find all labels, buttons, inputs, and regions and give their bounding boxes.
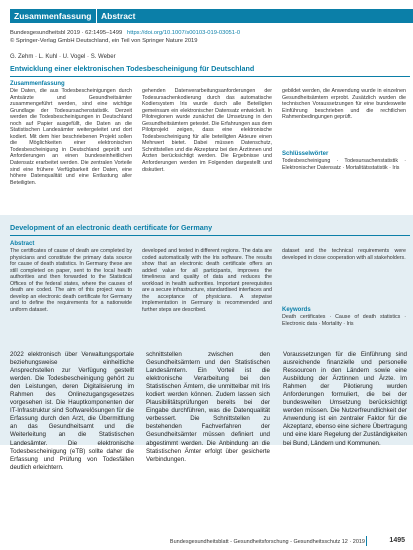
body-col-3: Voraussetzungen für die Einführung sind ausreichende finanzielle und personelle Ressourcen in den Ländern sowie eine Ausbildung der Ärztinnen und Ärzte. Im Rahmen der Pilotierung wurden Anforderungen formuliert, die bei der bundesweiten Umsetzung berücksichtigt werden müssen. Die Nutzerfreundlichkeit der Anwendung ist ein zentraler Faktor für die Akzeptanz, ebenso eine sichere Übertragung und eine klare Regelung der Zuständigkeiten bei Bund, Ländern und Kommunen. [283, 351, 407, 447]
abstract-heading: Abstract [10, 241, 35, 247]
tab-abstract: Abstract [97, 9, 413, 23]
schluesselwoerter-list: Todesbescheinigung · Todesursachenstatistik · Elektronischer Datensatz · Mortalitätsstatistik · Iris [282, 158, 406, 171]
title-divider [10, 76, 410, 77]
header-tabs [0, 9, 413, 23]
body-col-2: schnittstellen zwischen den Gesundheitsämtern und den Statistischen Landesämtern. Ein Vorteil ist die elektronische Verarbeitung bei den Statistischen Ämtern, die unmittelbar mit Iris kodiert werden können. Zudem lassen sich Plausibilitätsprüfungen bereits bei der Eingabe durchführen, was die Datenqualität verbessert. Die Schnittstellen zu bestehenden Fachverfahren der Gesundheitsämter müssen definiert und abgestimmt werden. Die Anbindung an die Statistischen Ämter erfolgt über gesicherte Verbindungen. [146, 351, 270, 463]
abstract-col-1: The certificates of cause of death are completed by physicians and constitute the primary data source for cause of death statistics. In Germany these are still completed on paper, sent to the local health authorities and then forwarded to the Statistical Offices of the federal states, where the causes of death are coded. The aim of this project was to develop an electronic death certificate for Germany and to define the requirements for a nationwide uniform dataset. [10, 248, 132, 313]
body-col-1: 2022 elektronisch über Verwaltungsportale beziehungsweise einheitliche Ansprechstellen zur Verfügung gestellt werden. Die Todesbescheinigung gehört zu den Leistungen, deren Digitalisierung im Rahmen des Onlinezugangsgesetzes vorgesehen ist. Die Hauptkomponenten der IT-Infrastruktur sind Softwarelösungen für die Erfassung durch den Arzt, die Übermittlung an das Gesundheitsamt und die Weiterleitung an die Statistischen Landesämter. Die elektronische Todesbescheinigung (eTB) sollte daher die Erfassung und Prüfung von Todesfällen deutlich erleichtern. [10, 351, 134, 471]
keywords-list: Death certificates · Cause of death statistics · Electronic data · Mortality · Iris [282, 314, 406, 327]
footer-divider [366, 536, 367, 546]
zusammenfassung-col-1: Die Daten, die aus Todesbescheinigungen durch Amtsärzte und Gesundheitsämter zusammengeführt werden, sind eine wichtige Grundlage der Todesursachenstatistik. Derzeit werden die Todesbescheinigungen in Deutschland noch auf Papier ausgefüllt, die Daten an die Statistischen Landesämter weitergeleitet und dort kodiert. Mit dem hier beschriebenen Projekt sollen die Möglichkeiten einer elektronischen Todesbescheinigung in Deutschland geprüft und Anforderungen an einen bundeseinheitlichen Datensatz erarbeitet werden. Die zentralen Vorteile sind eine frühere Verfügbarkeit der Daten, eine höhere Datenqualität und eine Entlastung aller Beteiligten. [10, 88, 132, 186]
keywords-heading: Keywords [282, 307, 311, 313]
copyright-line: © Springer-Verlag GmbH Deutschland, ein Teil von Springer Nature 2019 [10, 38, 198, 44]
tab-zusammenfassung: Zusammenfassung [10, 9, 96, 23]
schluesselwoerter-heading: Schlüsselwörter [282, 151, 329, 157]
journal-citation: Bundesgesundheitsbl 2019 · 62:1495–1499 [10, 30, 123, 36]
abstract-col-2: developed and tested in different regions. The data are coded automatically with the Iris software. The results show that an electronic death certificate offers an added value for all participants, improves the timeliness and quality of data and reduces the workload in health authorities. Important prerequisites are a secure infrastructure, standardised interfaces and the acceptance of physicians. A stepwise implementation in Germany is recommended and further steps are described. [142, 248, 272, 313]
page-number: 1495 [389, 537, 405, 544]
citation-meta [10, 29, 410, 45]
article-title-german: Entwicklung einer elektronischen Todesbescheinigung für Deutschland [10, 64, 255, 73]
zusammenfassung-col-3: gebildet werden, die Anwendung wurde in einzelnen Gesundheitsämtern erprobt. Zusätzlich wurden die technischen Voraussetzungen für eine bundesweite Einführung beschrieben und die rechtlichen Rahmenbedingungen geprüft. [282, 88, 406, 121]
author-list: G. Zehm · L. Kuhl · U. Vogel · S. Weber [10, 54, 116, 60]
journal-footer: Bundesgesundheitsblatt - Gesundheitsforschung - Gesundheitsschutz 12 · 2019 [169, 539, 365, 545]
abstract-col-3: dataset and the technical requirements were developed in close cooperation with all stakeholders. [282, 248, 406, 261]
zusammenfassung-heading: Zusammenfassung [10, 81, 65, 87]
abstract-divider [10, 235, 410, 236]
doi-link[interactable]: https://doi.org/10.1007/s00103-019-03051-0 [127, 30, 241, 36]
article-title-english: Development of an electronic death certificate for Germany [10, 223, 213, 232]
zusammenfassung-col-2: gehenden Datenverarbeitungsanforderungen der Todesursachenkodierung durch das automatische Kodiersystem Iris wurde durch alle Beteiligten gemeinsam ein elektronischer Datensatz entwickelt. In Pilotregionen wurde zunächst die Umsetzung in den Gesundheitsämtern getestet. Die Erfahrungen aus dem Pilotprojekt zeigen, dass eine elektronische Todesbescheinigung für alle beteiligten Akteure einen Mehrwert bietet. Dabei müssen Datenschutz, Schnittstellen und die Akzeptanz bei den Ärztinnen und Ärzten berücksichtigt werden. Die Ergebnisse und Anforderungen werden im Folgenden dargestellt und diskutiert. [142, 88, 272, 173]
